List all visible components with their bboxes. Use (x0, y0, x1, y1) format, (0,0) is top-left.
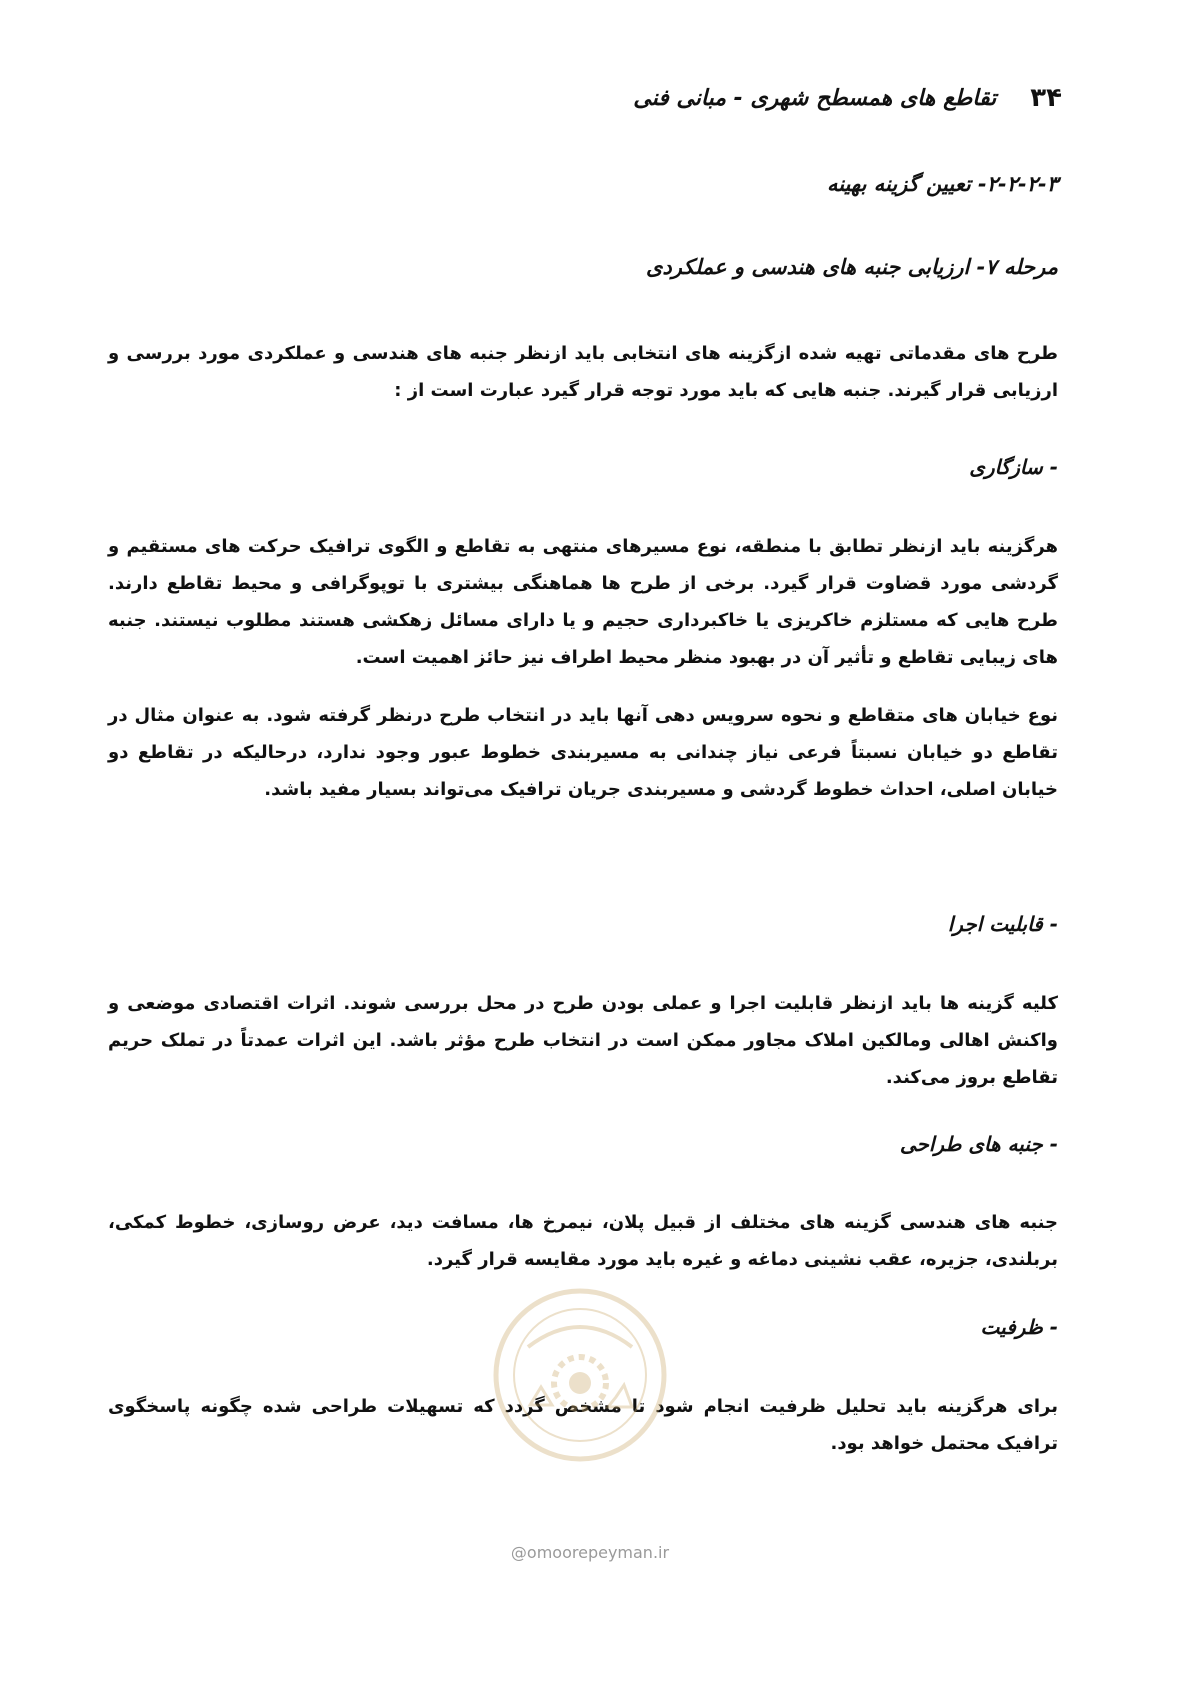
watermark-seal-icon (490, 1285, 670, 1465)
feasibility-paragraph: کلیه گزینه ها باید ازنظر قابلیت اجرا و عملی بودن طرح در محل بررسی شوند. اثرات اقتصادی موضعی و واکنش اهالی ومالکین املاک مجاور ممکن است در انتخاب طرح مؤثر باشد. این اثرات عمدتاً در تملک حریم تقاطع بروز می‌کند. (108, 993, 1058, 1088)
watermark-url: @omoorepeyman.ir (510, 1543, 670, 1562)
stage-title: مرحله ۷- ارزیابی جنبه های هندسی و عملکردی (645, 255, 1058, 279)
subsection-title-design-aspects: - جنبه های طراحی (899, 1132, 1058, 1156)
running-header (462, 78, 1062, 118)
compatibility-paragraph-2: نوع خیابان های متقاطع و نحوه سرویس دهی آنها باید در انتخاب طرح درنظر گرفته شود. به عنوان مثال در تقاطع دو خیابان نسبتاً فرعی نیاز چندانی به مسیربندی خطوط عبور وجود ندارد، درحالیکه در تقاطع دو خیابان اصلی، احداث خطوط گردشی و مسیربندی جریان ترافیک می‌تواند بسیار مفید باشد. (108, 705, 1058, 800)
subsection-title-feasibility: - قابلیت اجرا (947, 912, 1058, 936)
capacity-paragraph: برای هرگزینه باید تحلیل ظرفیت انجام شود تا مشخص گردد که تسهیلات طراحی شده چگونه پاسخگوی ترافیک محتمل خواهد بود. (108, 1396, 1058, 1454)
section-number-title: ۲-۲-۲-۳- تعیین گزینه بهینه (826, 172, 1058, 196)
subsection-title-capacity: - ظرفیت (980, 1315, 1058, 1339)
page-number: ۳۴ (1030, 83, 1062, 113)
intro-paragraph: طرح های مقدماتی تهیه شده ازگزینه های انتخابی باید ازنظر جنبه های هندسی و عملکردی مورد بررسی و ارزیابی قرار گیرند. جنبه هایی که باید مورد توجه قرار گیرد عبارت است از : (108, 343, 1058, 401)
compatibility-paragraph-1: هرگزینه باید ازنظر تطابق با منطقه، نوع مسیرهای منتهی به تقاطع و الگوی ترافیک حرکت های مستقیم و گردشی مورد قضاوت قرار گیرد. برخی از طرح ها هماهنگی بیشتری با توپوگرافی و محیط تقاطع دارند. طرح هایی که مستلزم خاکریزی یا خاکبرداری حجیم و یا دارای مسائل زهکشی هستند مطلوب نیستند. جنبه های زیبایی تقاطع و تأثیر آن در بهبود منظر محیط اطراف نیز حائز اهمیت است. (108, 536, 1058, 668)
design-aspects-paragraph: جنبه های هندسی گزینه های مختلف از قبیل پلان، نیمرخ ها، مسافت دید، عرض روسازی، خطوط کمکی، بربلندی، جزیره، عقب نشینی دماغه و غیره باید مورد مقایسه قرار گیرد. (108, 1212, 1058, 1270)
running-title: تقاطع های همسطح شهری - مبانی فنی (633, 85, 997, 111)
subsection-title-compatibility: - سازگاری (969, 455, 1058, 479)
